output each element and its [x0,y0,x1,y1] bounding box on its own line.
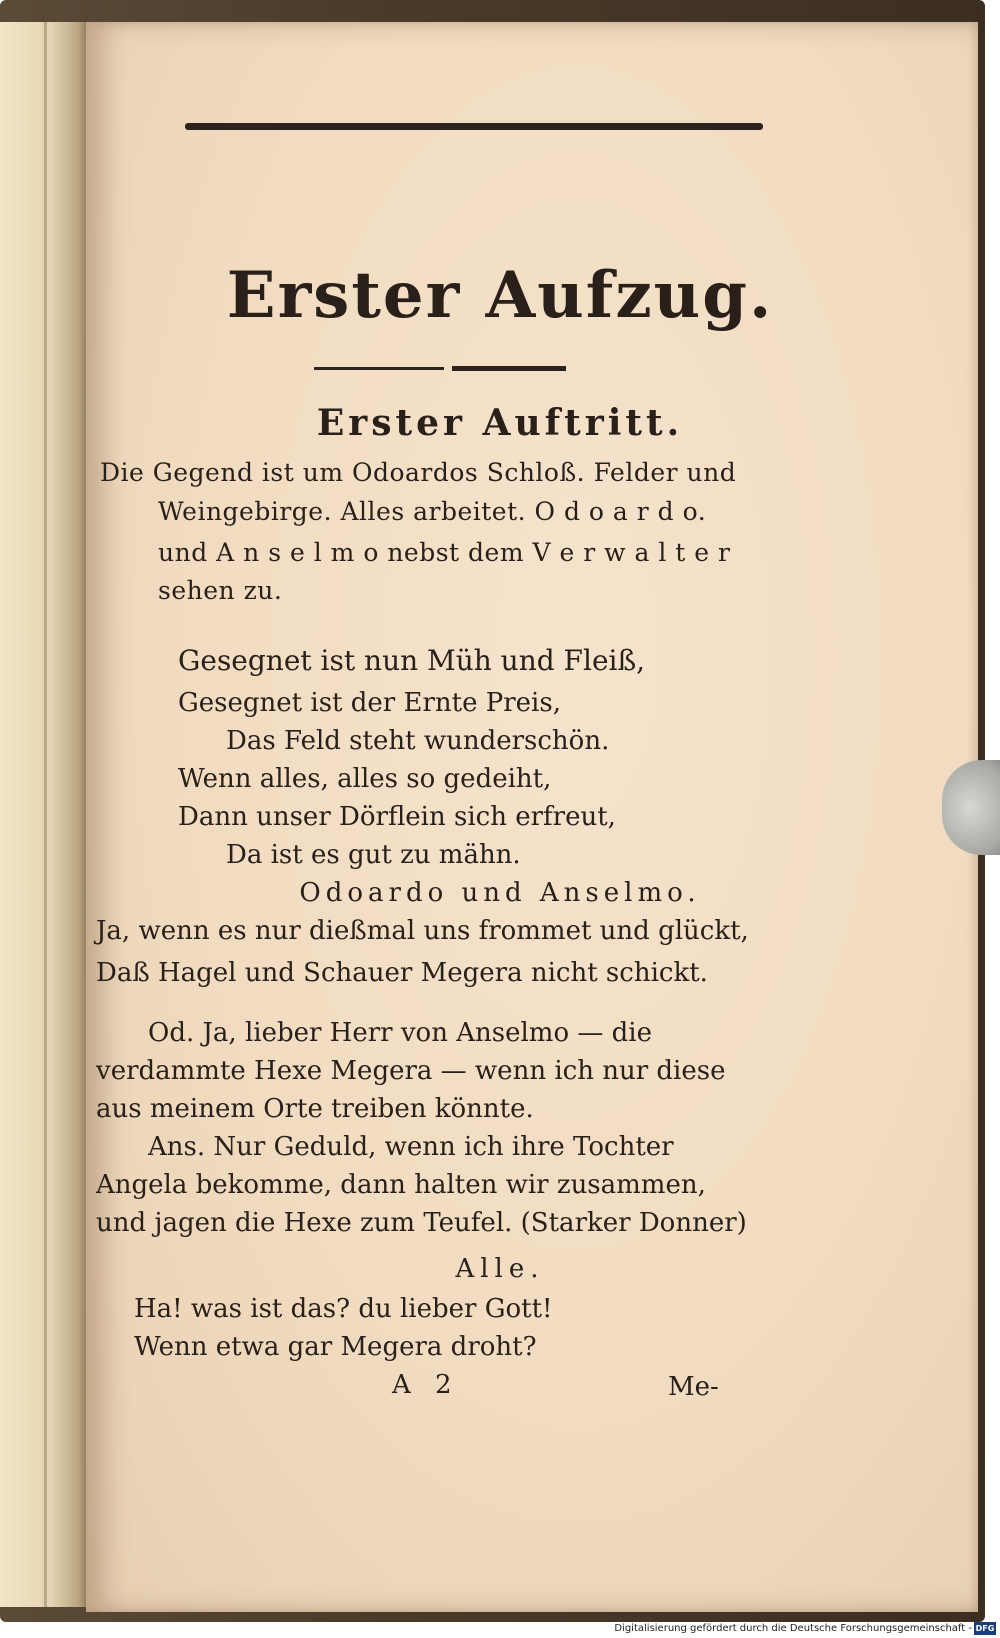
dialogue-line: Od. Ja, lieber Herr von Anselmo — die [148,1018,652,1048]
dialogue-line: Angela bekomme, dann halten wir zusammen, [96,1170,706,1200]
dfg-logo: DFG [975,1624,995,1633]
speaker-label: Odoardo und Anselmo. [299,878,701,908]
speaker-label: Alle. [455,1254,545,1284]
thumb-mark [942,760,1000,855]
verse-line: Ha! was ist das? du lieber Gott! [134,1294,553,1324]
divider-rule-right [452,366,566,371]
signature-mark: A 2 [392,1370,460,1400]
verse-line: Gesegnet ist der Ernte Preis, [178,688,561,718]
stage-direction-line: sehen zu. [158,576,283,605]
stage-direction-line: Weingebirge. Alles arbeitet. O d o a r d o. [158,497,707,526]
digitization-credit: Digitalisierung gefördert durch die Deutsche Forschungsgemeinschaft - [614,1623,972,1634]
dialogue-line: verdammte Hexe Megera — wenn ich nur diese [96,1056,726,1086]
top-rule [185,123,763,130]
dialogue-line: Ans. Nur Geduld, wenn ich ihre Tochter [148,1132,674,1162]
divider-rule-left [314,367,444,370]
dialogue-line: aus meinem Orte treiben könnte. [96,1094,534,1124]
catchword: Me- [668,1372,719,1402]
dialogue-line: und jagen die Hexe zum Teufel. (Starker Donner) [96,1208,747,1238]
stage-direction-line: Die Gegend ist um Odoardos Schloß. Felder und [100,458,737,487]
verse-line: Wenn alles, alles so gedeiht, [178,764,552,794]
verse-line: Gesegnet ist nun Müh und Fleiß, [178,644,646,677]
scene-title: Erster Auftritt. [316,402,684,444]
verse-line: Das Feld steht wunderschön. [226,726,610,756]
verse-line: Wenn etwa gar Megera droht? [134,1332,537,1362]
verse-line: Ja, wenn es nur dießmal uns frommet und glückt, [96,916,749,946]
verse-line: Dann unser Dörflein sich erfreut, [178,802,616,832]
act-title: Erster Aufzug. [226,258,774,333]
verse-line: Da ist es gut zu mähn. [226,840,521,870]
stage-direction-line: und A n s e l m o nebst dem V e r w a l t e r [158,538,731,567]
verse-line: Daß Hagel und Schauer Megera nicht schickt. [96,958,708,988]
